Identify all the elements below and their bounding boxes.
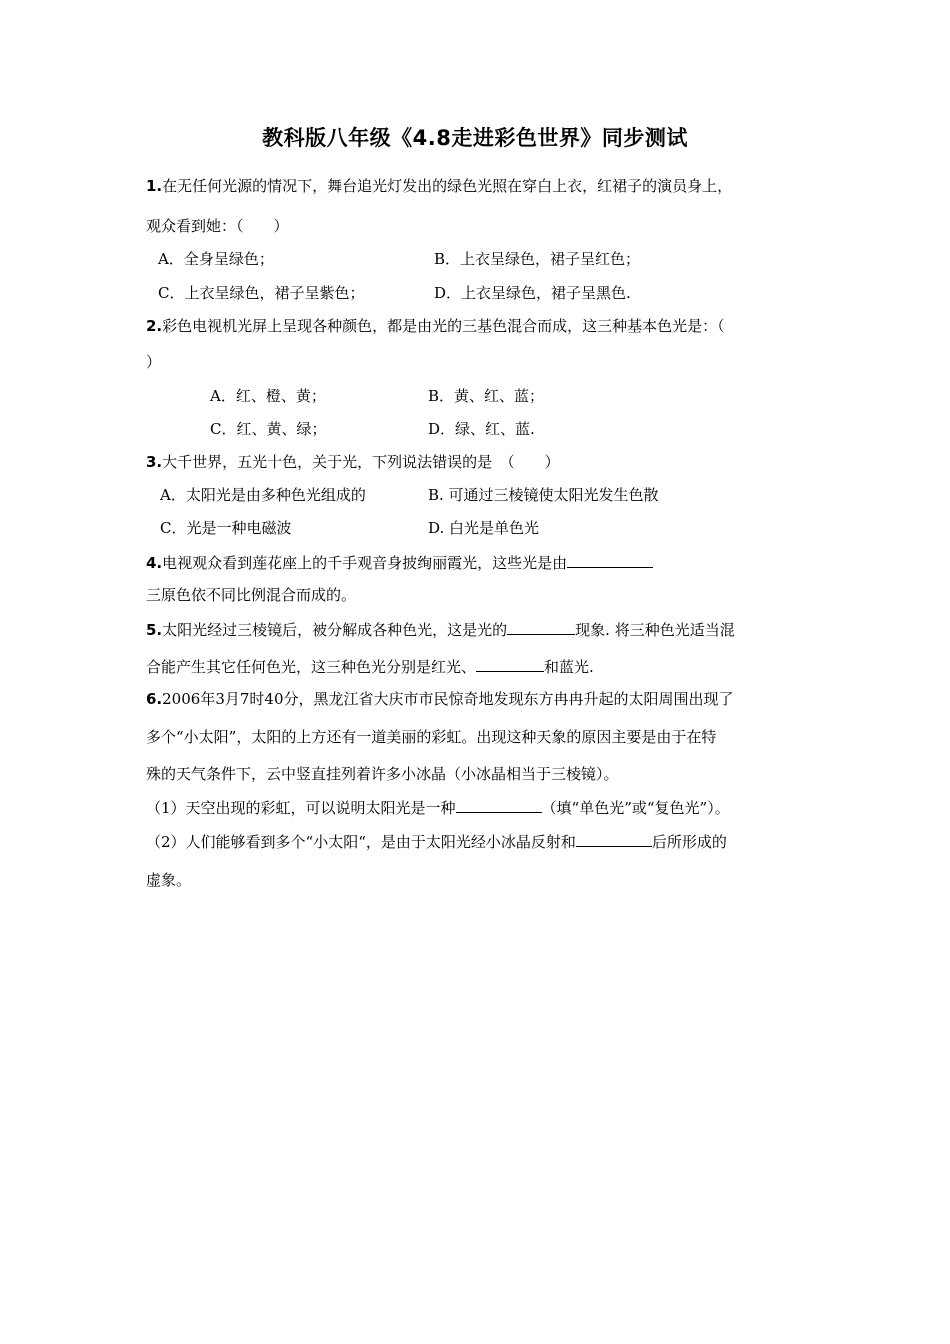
question-6-sub-1-part-2: （填“单色光”或“复色光”）。 <box>541 799 730 817</box>
question-5-stem-part-3: 合能产生其它任何色光，这三种色光分别是红光、 <box>146 658 477 676</box>
page-title: 教科版八年级《4.8走进彩色世界》同步测试 <box>262 126 688 150</box>
question-6-stem-1: 2006年3月7时40分，黑龙江省大庆市市民惊奇地发现东方冉冉升起的太阳周围出现了 <box>162 690 734 708</box>
question-1-number: 1. <box>146 177 163 195</box>
question-3-option-b: B. 可通过三棱镜使太阳光发生色散 <box>428 486 659 504</box>
question-3-option-a: A．太阳光是由多种色光组成的 <box>160 486 366 504</box>
question-6-sub-2-part-1: （2）人们能够看到多个“小太阳“，是由于太阳光经小冰晶反射和 <box>146 833 576 851</box>
question-6-number: 6. <box>146 690 163 708</box>
question-5-line-1 <box>146 619 735 640</box>
question-2-line-1 <box>146 316 725 336</box>
question-3-option-c: C．光是一种电磁波 <box>160 519 292 537</box>
question-4-line-1 <box>146 552 653 573</box>
question-3-number: 3. <box>146 453 163 471</box>
question-5-answer-blank-2[interactable] <box>476 656 544 672</box>
question-6-line-2: 多个“小太阳”，太阳的上方还有一道美丽的彩虹。出现这种天象的原因主要是由于在特 <box>146 728 717 746</box>
question-5-stem-part-2: 现象. 将三种色光适当混 <box>575 621 735 639</box>
question-3-line-1 <box>146 452 560 472</box>
question-6-sub-2 <box>146 831 727 852</box>
question-2-line-2: ） <box>146 353 162 371</box>
question-6-sub-1-part-1: （1）天空出现的彩虹，可以说明太阳光是一种 <box>146 799 456 817</box>
question-2-option-c: C．红、黄、绿； <box>210 420 327 438</box>
question-1-option-d: D．上衣呈绿色，裙子呈黑色. <box>434 284 631 302</box>
question-4-stem: 电视观众看到莲花座上的千手观音身披绚丽霞光，这些光是由 <box>162 554 568 572</box>
question-3-stem: 大千世界，五光十色，关于光，下列说法错误的是 （ ） <box>162 453 560 471</box>
question-4-answer-blank[interactable] <box>567 552 653 568</box>
question-4-number: 4. <box>146 554 163 572</box>
question-6-line-3: 殊的天气条件下，云中竖直挂列着许多小冰晶（小冰晶相当于三棱镜）。 <box>146 765 619 783</box>
question-6-answer-blank-1[interactable] <box>456 797 542 813</box>
question-6-sub-2-part-2: 后所形成的 <box>651 833 727 851</box>
question-2-stem: 彩色电视机光屏上呈现各种颜色，都是由光的三基色混合而成，这三种基本色光是：（ <box>162 317 725 335</box>
question-6-sub-2-line-2: 虚象。 <box>146 871 192 889</box>
question-6-sub-1 <box>146 797 730 818</box>
question-2-number: 2. <box>146 317 163 335</box>
question-2-option-b: B．黄、红、蓝； <box>428 387 545 405</box>
question-1-option-a: A．全身呈绿色； <box>158 250 274 268</box>
question-5-number: 5. <box>146 621 163 639</box>
question-1-option-c: C．上衣呈绿色，裙子呈紫色； <box>158 284 365 302</box>
question-5-stem-part-1: 太阳光经过三棱镜后，被分解成各种色光，这是光的 <box>162 621 508 639</box>
question-3-option-d: D. 白光是单色光 <box>428 519 540 537</box>
question-2-option-a: A．红、橙、黄； <box>210 387 326 405</box>
question-1-line-1 <box>146 176 732 196</box>
question-5-line-2 <box>146 656 594 677</box>
question-5-answer-blank-1[interactable] <box>507 619 575 635</box>
question-1-option-b: B．上衣呈绿色，裙子呈红色； <box>434 250 641 268</box>
question-1-stem: 在无任何光源的情况下，舞台追光灯发出的绿色光照在穿白上衣，红裙子的演员身上， <box>162 177 733 195</box>
question-6-line-1 <box>146 689 734 709</box>
question-5-stem-part-4: 和蓝光. <box>544 658 594 676</box>
question-1-line-2: 观众看到她：（ ） <box>146 217 289 235</box>
question-4-line-2: 三原色依不同比例混合而成的。 <box>146 586 357 604</box>
question-6-answer-blank-2[interactable] <box>576 831 652 847</box>
question-2-option-d: D．绿、红、蓝. <box>428 420 535 438</box>
